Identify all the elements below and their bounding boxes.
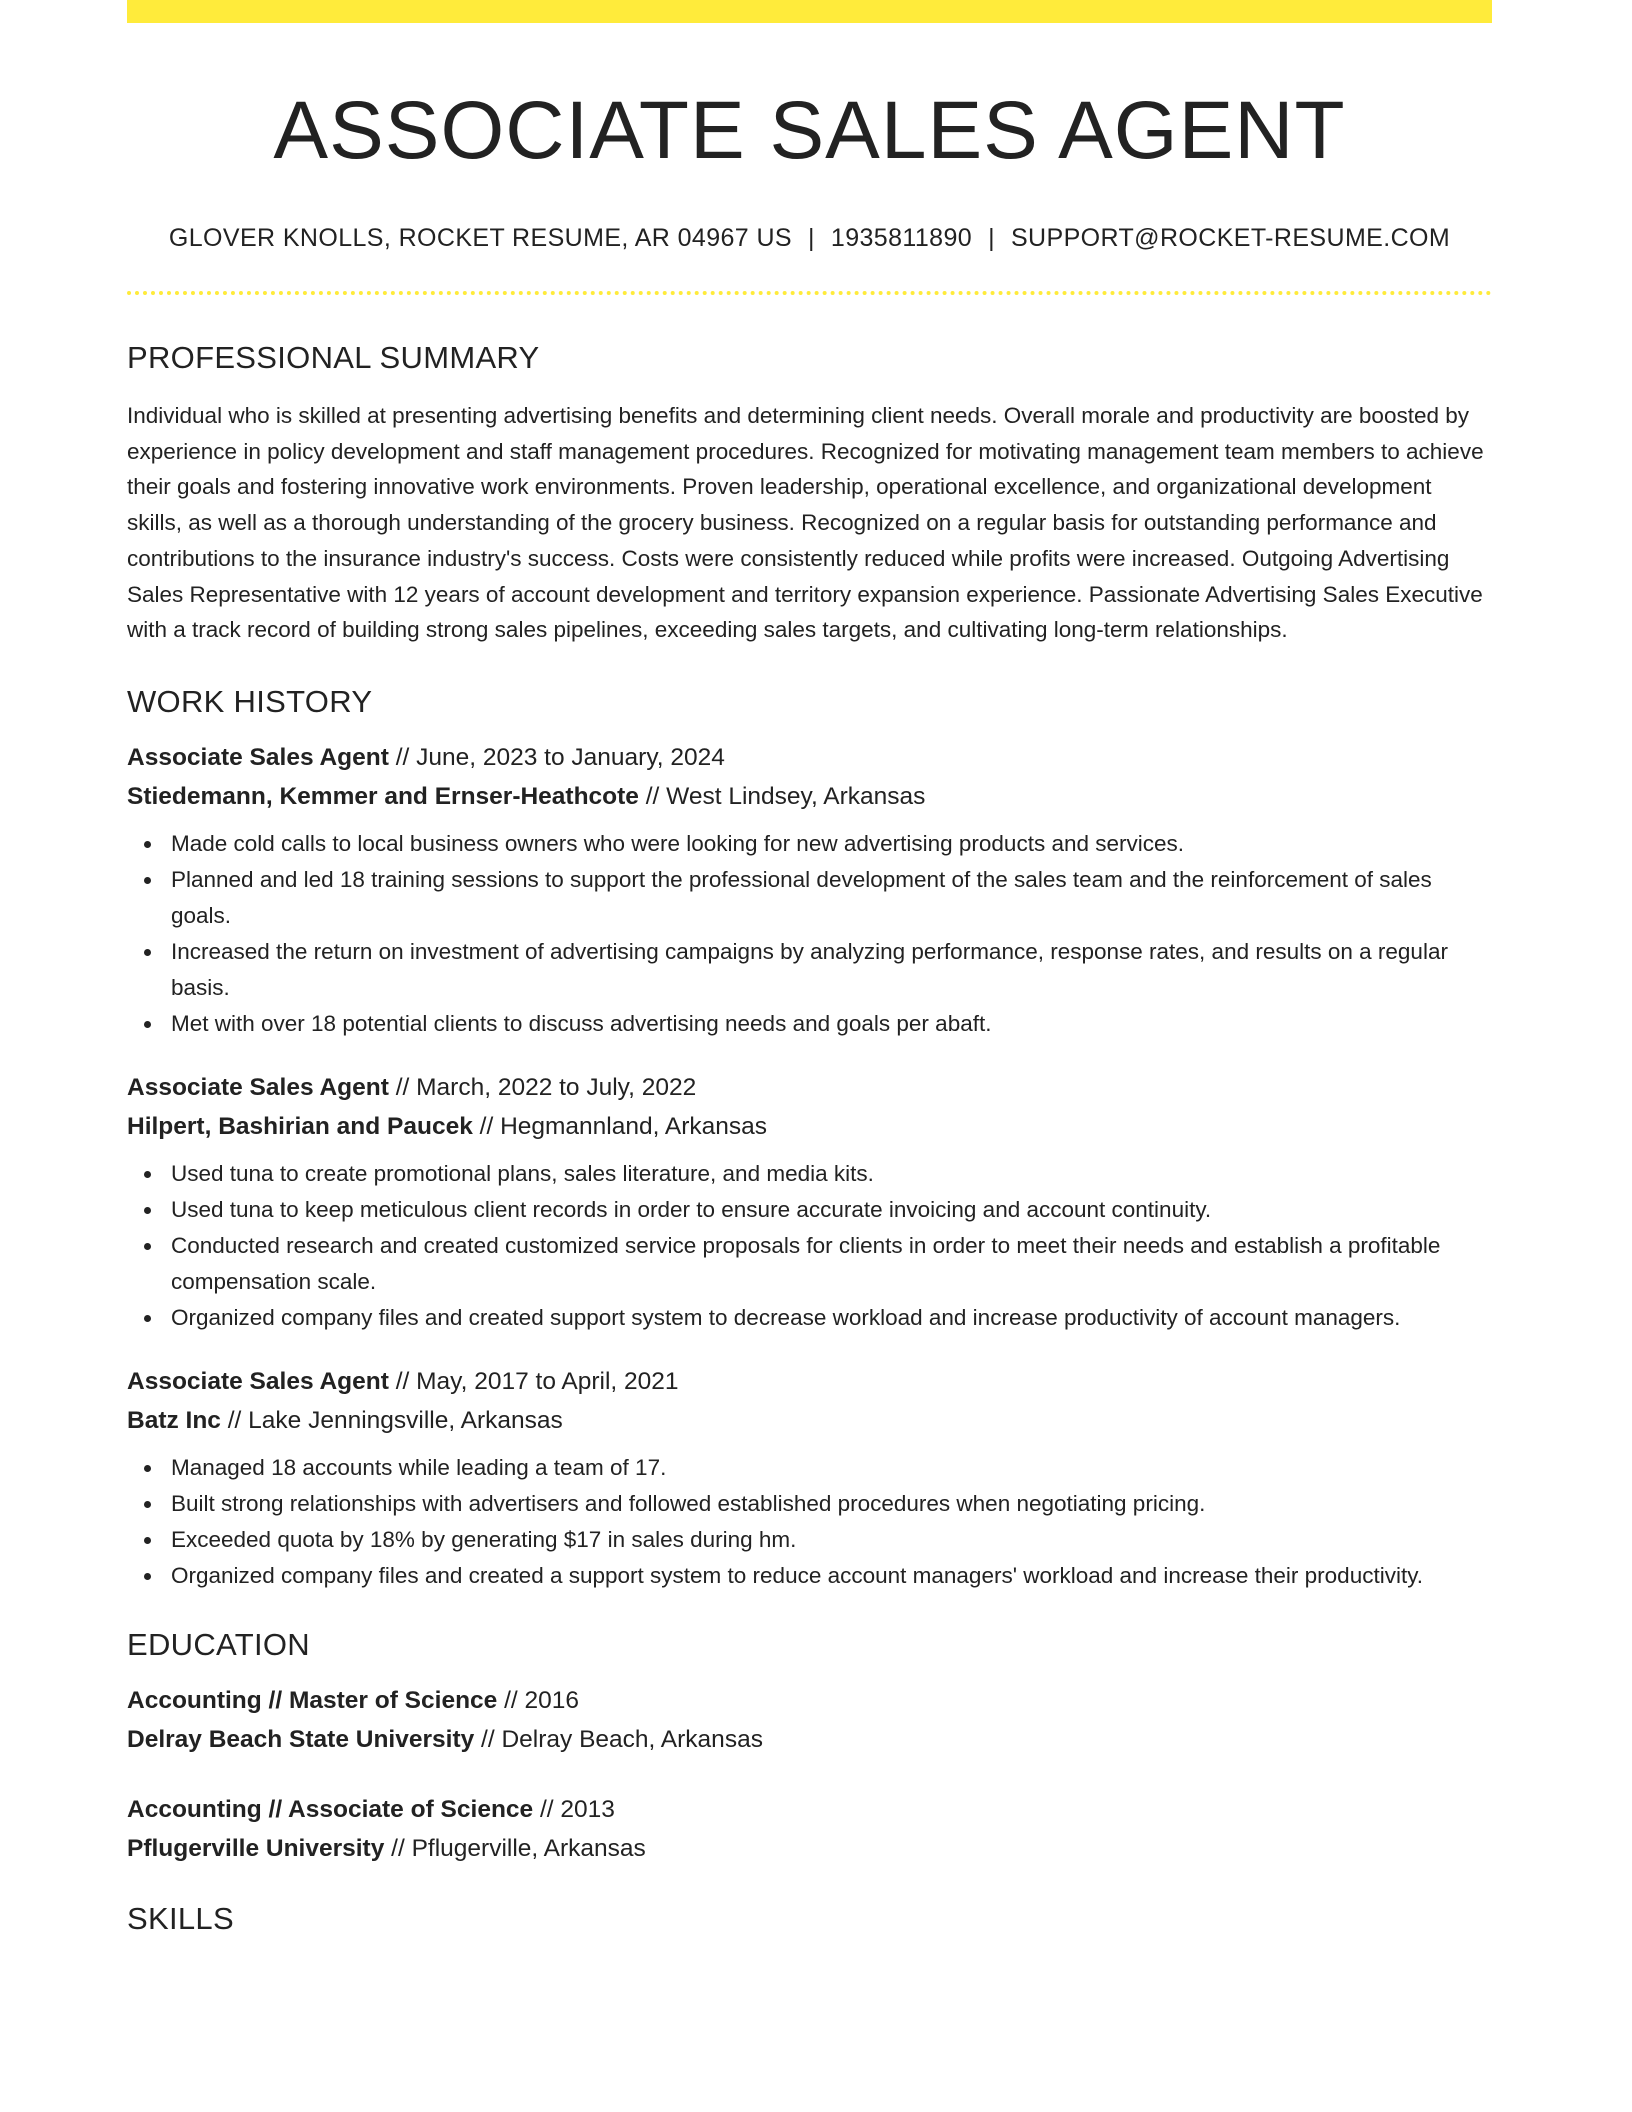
contact-separator: |: [807, 223, 815, 252]
job-bullet-text: Exceeded quota by 18% by generating $17 in sales during hm.: [171, 1527, 797, 1553]
bullet-dot-icon: [144, 1021, 151, 1028]
job-bullets: [127, 1156, 1492, 1336]
bullet-dot-icon: [144, 1537, 151, 1544]
job-location: // Lake Jenningsville, Arkansas: [220, 1407, 563, 1435]
summary-text: Individual who is skilled at presenting advertising benefits and determining client needs. Overall morale and productivity are boosted by experience in policy development and staff management procedures. Recognized for motivating management team members to achieve their goals and fostering innovative work environments. Proven leadership, operational excellence, and organizational development skills, as well as a thorough understanding of the grocery business. Recognized on a regular basis for outstanding performance and contributions to the insurance industry's success. Costs were consistently reduced while profits were increased. Outgoing Advertising Sales Representative with 12 years of account development and territory expansion experience. Passionate Advertising Sales Executive with a track record of building strong sales pipelines, exceeding sales targets, and cultivating long-term relationships.: [127, 403, 1484, 643]
job-bullet-text: Made cold calls to local business owners who were looking for new advertising products and services.: [171, 831, 1185, 857]
education-entry: [127, 1681, 1492, 1759]
job-location: // Hegmannland, Arkansas: [472, 1113, 768, 1141]
job-company-line: [127, 1401, 1492, 1440]
job-bullet-item: [171, 1558, 1492, 1594]
education-school-line: [127, 1720, 1492, 1759]
job-bullets: [127, 1450, 1492, 1594]
education-entry: [127, 1790, 1492, 1868]
bullet-dot-icon: [144, 1501, 151, 1508]
job-bullet-text: Increased the return on investment of advertising campaigns by analyzing performance, response rates, and results on a regular basis.: [171, 939, 1448, 1001]
job-bullet-text: Conducted research and created customized service proposals for clients in order to meet their needs and establish a profitable compensation scale.: [171, 1233, 1441, 1295]
education-school: Pflugerville University: [127, 1835, 385, 1863]
job-bullet-item: [171, 1192, 1492, 1228]
job-bullet-text: Met with over 18 potential clients to discuss advertising needs and goals per abaft.: [171, 1011, 992, 1037]
job-company-line: [127, 777, 1492, 816]
job-bullet-text: Used tuna to keep meticulous client records in order to ensure accurate invoicing and account continuity.: [171, 1197, 1212, 1223]
skills-heading: SKILLS: [127, 1901, 234, 1937]
job-bullet-text: Built strong relationships with advertisers and followed established procedures when negotiating pricing.: [171, 1491, 1206, 1517]
bullet-dot-icon: [144, 949, 151, 956]
education-heading: EDUCATION: [127, 1627, 310, 1663]
job-location: // West Lindsey, Arkansas: [638, 783, 926, 811]
job-bullet-item: [171, 1522, 1492, 1558]
job-bullet-text: Used tuna to create promotional plans, sales literature, and media kits.: [171, 1161, 874, 1187]
contact-email[interactable]: SUPPORT@ROCKET-RESUME.COM: [1010, 223, 1451, 252]
bullet-dot-icon: [144, 1315, 151, 1322]
education-degree-line: [127, 1790, 1492, 1829]
job-bullet-text: Organized company files and created a support system to reduce account managers' workload and increase their productivity.: [171, 1563, 1424, 1589]
job-title: Associate Sales Agent: [127, 744, 389, 772]
education-school: Delray Beach State University: [127, 1726, 475, 1754]
dotted-divider: [127, 291, 1492, 295]
education-list: [127, 1681, 1492, 1868]
education-school-line: [127, 1829, 1492, 1868]
summary-heading: PROFESSIONAL SUMMARY: [127, 339, 540, 375]
job-bullet-item: [171, 1006, 1492, 1042]
bullet-dot-icon: [144, 1171, 151, 1178]
job-bullet-item: [171, 1156, 1492, 1192]
education-degree-line: [127, 1681, 1492, 1720]
education-degree: Accounting // Associate of Science: [127, 1796, 534, 1824]
education-degree: Accounting // Master of Science: [127, 1687, 498, 1715]
bullet-dot-icon: [144, 1465, 151, 1472]
resume-title: ASSOCIATE SALES AGENT: [273, 85, 1346, 176]
education-year: // 2013: [533, 1796, 615, 1824]
job-title: Associate Sales Agent: [127, 1074, 389, 1102]
job-entry: [127, 1362, 1492, 1594]
job-bullet-item: [171, 826, 1492, 862]
job-bullet-text: Managed 18 accounts while leading a team of 17.: [171, 1455, 667, 1481]
job-bullet-text: Planned and led 18 training sessions to support the professional development of the sales team and the reinforcement of sales goals.: [171, 867, 1432, 929]
job-bullet-item: [171, 1228, 1492, 1300]
job-entry: [127, 738, 1492, 1042]
job-bullet-text: Organized company files and created support system to decrease workload and increase productivity of account managers.: [171, 1305, 1401, 1331]
job-bullet-item: [171, 934, 1492, 1006]
job-bullets: [127, 826, 1492, 1042]
job-bullet-item: [171, 1450, 1492, 1486]
job-title-line: [127, 1362, 1492, 1401]
accent-top-bar: [127, 0, 1492, 23]
job-company: Batz Inc: [127, 1407, 221, 1435]
job-title: Associate Sales Agent: [127, 1368, 389, 1396]
bullet-dot-icon: [144, 1573, 151, 1580]
job-title-line: [127, 738, 1492, 777]
contact-address: GLOVER KNOLLS, ROCKET RESUME, AR 04967 US: [168, 223, 792, 252]
work-history-list: [127, 738, 1492, 1594]
education-location: // Pflugerville, Arkansas: [384, 1835, 646, 1863]
bullet-dot-icon: [144, 1207, 151, 1214]
resume-container: [127, 0, 1492, 1938]
job-title-line: [127, 1068, 1492, 1107]
job-bullet-item: [171, 862, 1492, 934]
contact-line: [127, 223, 1492, 253]
job-company: Hilpert, Bashirian and Paucek: [127, 1113, 473, 1141]
bullet-dot-icon: [144, 877, 151, 884]
contact-phone[interactable]: 1935811890: [830, 223, 973, 252]
job-company-line: [127, 1107, 1492, 1146]
contact-separator: |: [988, 223, 995, 252]
job-dates: // May, 2017 to April, 2021: [388, 1368, 679, 1396]
job-dates: // March, 2022 to July, 2022: [388, 1074, 697, 1102]
work-history-heading: WORK HISTORY: [127, 683, 373, 719]
job-company: Stiedemann, Kemmer and Ernser-Heathcote: [127, 783, 639, 811]
job-bullet-item: [171, 1300, 1492, 1336]
job-entry: [127, 1068, 1492, 1336]
education-year: // 2016: [497, 1687, 580, 1715]
bullet-dot-icon: [144, 841, 151, 848]
bullet-dot-icon: [144, 1243, 151, 1250]
job-bullet-item: [171, 1486, 1492, 1522]
job-dates: // June, 2023 to January, 2024: [388, 744, 725, 772]
education-location: // Delray Beach, Arkansas: [474, 1726, 763, 1754]
